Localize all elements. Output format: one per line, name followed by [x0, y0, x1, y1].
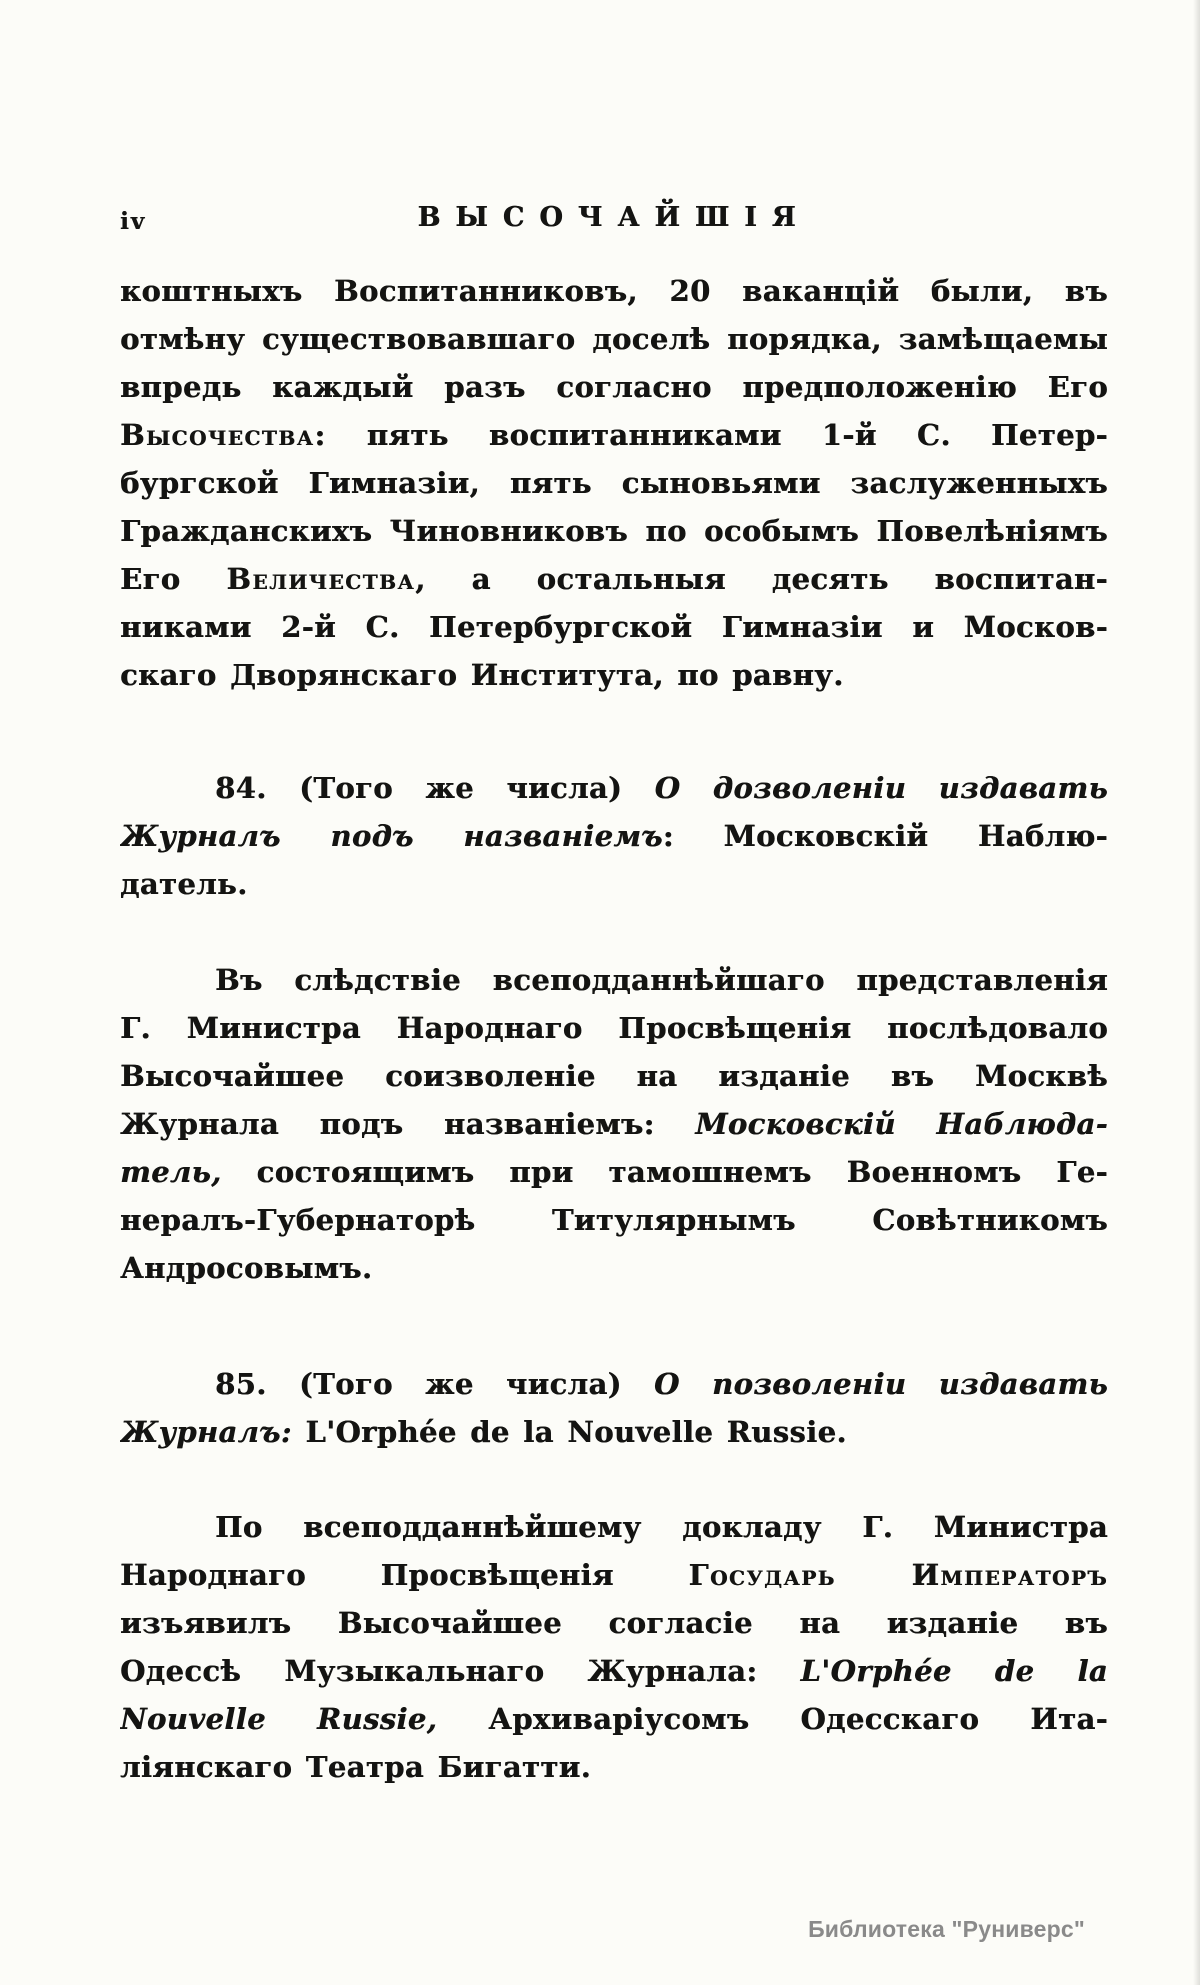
text-line	[120, 411, 1108, 459]
text-segment: По всеподданнѣйшему докладу Г. Министра	[215, 1510, 1108, 1544]
text-line	[120, 1052, 1108, 1100]
text-line	[120, 1148, 1108, 1196]
text-segment: Гражданскихъ Чиновниковъ по особымъ Повелѣніямъ	[120, 514, 1108, 548]
text-segment: Архиваріусомъ Одесскаго Ита-	[437, 1702, 1108, 1736]
text-segment: О позволеніи издавать	[654, 1367, 1108, 1401]
text-line	[120, 1196, 1108, 1244]
text-segment: Nouvelle Russie,	[120, 1702, 438, 1736]
entry-85-heading	[120, 1360, 1108, 1456]
page-number: iv	[120, 208, 147, 235]
text-segment: нералъ-Губернаторѣ Титулярнымъ Совѣтникомъ	[120, 1203, 1108, 1237]
text-segment: Журнала подъ названіемъ:	[120, 1107, 696, 1141]
text-line	[120, 555, 1108, 603]
text-segment: коштныхъ Воспитанниковъ, 20 ваканцій были, въ	[120, 274, 1108, 308]
library-watermark: Библиотека "Руниверс"	[808, 1916, 1085, 1942]
text-line	[120, 1004, 1108, 1052]
page-header	[120, 200, 1108, 246]
text-segment: L'Orphée de la Nouvelle Russie.	[291, 1415, 847, 1449]
text-segment: ліянскаго Театра Бигатти.	[120, 1750, 592, 1784]
text-segment: Въ слѣдствіе всеподданнѣйшаго представленія	[215, 963, 1108, 997]
text-segment: Одессѣ Музыкальнаго Журнала:	[120, 1654, 801, 1688]
text-segment: скаго Дворянскаго Института, по равну.	[120, 658, 844, 692]
text-line	[120, 507, 1108, 555]
text-segment: Государь Императоръ	[688, 1558, 1108, 1592]
text-line	[120, 363, 1108, 411]
text-segment: состоящимъ при тамошнемъ Военномъ Ге-	[221, 1155, 1108, 1189]
text-line	[120, 603, 1108, 651]
text-segment: 85. (Того же числа)	[215, 1367, 655, 1401]
scan-edge-shadow	[1193, 0, 1200, 1985]
text-segment: Его	[120, 562, 227, 596]
text-line	[120, 459, 1108, 507]
text-line	[120, 1244, 1108, 1292]
text-segment: впредь каждый разъ согласно предположенію Его	[120, 370, 1108, 404]
text-segment: бургской Гимназіи, пять сыновьями заслуженныхъ	[120, 466, 1108, 500]
entry-84-heading	[120, 764, 1108, 908]
text-line	[120, 812, 1108, 860]
text-segment: Андросовымъ.	[120, 1251, 373, 1285]
text-line	[120, 956, 1108, 1004]
text-line	[120, 1503, 1108, 1551]
text-segment: тель,	[120, 1155, 222, 1189]
text-segment: : Московскій Наблю-	[662, 819, 1108, 853]
text-segment: Величества	[226, 562, 416, 596]
text-segment: изъявилъ Высочайшее согласіе на изданіе въ	[120, 1606, 1108, 1640]
text-segment: Журналъ:	[120, 1415, 292, 1449]
text-segment: Г. Министра Народнаго Просвѣщенія послѣдовало	[120, 1011, 1108, 1045]
text-segment: Народнаго Просвѣщенія	[120, 1558, 689, 1592]
entry-84-paragraph	[120, 956, 1108, 1292]
text-line	[120, 1599, 1108, 1647]
text-line	[120, 1408, 1108, 1456]
text-segment: , а остальныя десять воспитан-	[415, 562, 1108, 596]
text-line	[120, 267, 1108, 315]
text-line	[120, 764, 1108, 812]
text-segment: Высочайшее соизволеніе на изданіе въ Москвѣ	[120, 1059, 1108, 1093]
entry-85-paragraph	[120, 1503, 1108, 1791]
text-line	[120, 860, 1108, 908]
text-segment: L'Orphée de la	[800, 1654, 1108, 1688]
text-line	[120, 1647, 1108, 1695]
text-line	[120, 1100, 1108, 1148]
text-segment: О дозволеніи издавать	[654, 771, 1108, 805]
text-segment: никами 2-й С. Петербургской Гимназіи и Москов-	[120, 610, 1108, 644]
paragraph-continuation	[120, 267, 1108, 699]
text-segment: Высочества:	[120, 418, 327, 452]
text-line	[120, 651, 1108, 699]
text-segment: датель.	[120, 867, 248, 901]
text-segment: отмѣну существовавшаго доселѣ порядка, замѣщаемы	[120, 322, 1108, 356]
text-line	[120, 1695, 1108, 1743]
page-title: ВЫСОЧАЙШІЯ	[417, 202, 811, 233]
text-line	[120, 1360, 1108, 1408]
text-line	[120, 1551, 1108, 1599]
text-segment: Московскій Наблюда-	[695, 1107, 1108, 1141]
text-line	[120, 1743, 1108, 1791]
text-segment: пять воспитанниками 1-й С. Петер-	[326, 418, 1108, 452]
text-segment: 84. (Того же числа)	[215, 771, 655, 805]
text-line	[120, 315, 1108, 363]
text-segment: Журналъ подъ названіемъ	[120, 819, 663, 853]
